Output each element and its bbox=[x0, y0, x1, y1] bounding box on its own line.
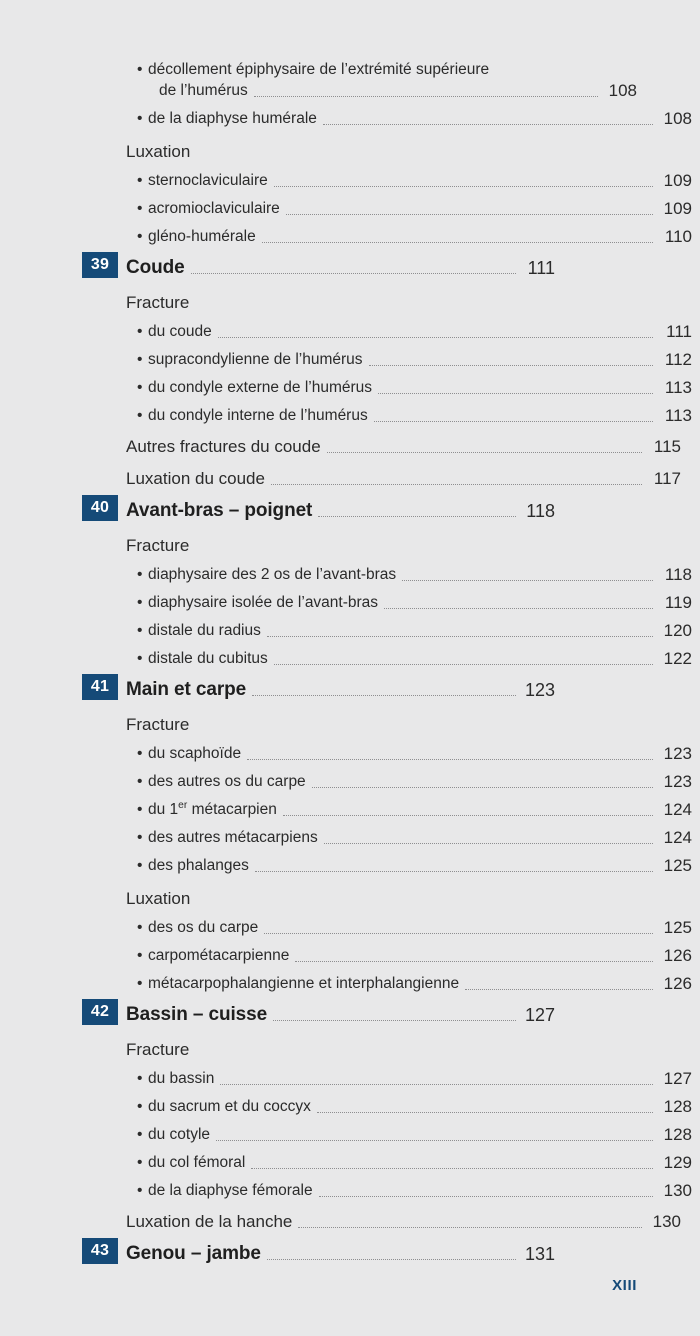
bullet-icon: • bbox=[137, 1098, 143, 1115]
sub-entry[interactable] bbox=[137, 855, 692, 876]
sub-entry[interactable] bbox=[137, 945, 692, 966]
sub-entry-label: • des os du carpe bbox=[137, 919, 259, 936]
dot-leader bbox=[267, 636, 653, 637]
chapter-number-badge: 41 bbox=[82, 674, 118, 700]
chapter-title: Avant-bras – poignet bbox=[126, 500, 313, 521]
dot-leader bbox=[252, 695, 516, 696]
page-number: 112 bbox=[664, 350, 692, 369]
toc-entry-list bbox=[82, 59, 692, 1266]
sub-entry-label: • acromioclaviculaire bbox=[137, 200, 280, 217]
page-number: 128 bbox=[663, 1097, 692, 1116]
page-number: 120 bbox=[663, 621, 692, 640]
page-number: 130 bbox=[663, 1181, 692, 1200]
chapter-page-number: 111 bbox=[527, 258, 555, 278]
page-number: 113 bbox=[664, 378, 692, 397]
page-number: 109 bbox=[663, 171, 692, 190]
sub-entry-label: • des phalanges bbox=[137, 857, 249, 874]
page-number: 128 bbox=[663, 1125, 692, 1144]
bullet-icon: • bbox=[137, 200, 143, 217]
sub-entry[interactable] bbox=[137, 917, 692, 938]
sub-entry[interactable] bbox=[137, 827, 692, 848]
sub-entry-label: • diaphysaire isolée de l’avant-bras bbox=[137, 594, 379, 611]
sub-entry[interactable] bbox=[137, 592, 692, 613]
dot-leader bbox=[262, 242, 653, 243]
section-entry[interactable] bbox=[126, 435, 681, 458]
page-number: 113 bbox=[664, 406, 692, 425]
page-number: 115 bbox=[653, 437, 681, 456]
dot-leader bbox=[378, 393, 653, 394]
sub-entry-text-line1: décollement épiphysaire de l’extrémité supérieure bbox=[148, 61, 490, 78]
dot-leader bbox=[369, 365, 653, 366]
chapter-entry[interactable] bbox=[0, 499, 555, 523]
sub-entry-label: • du coude bbox=[137, 323, 212, 340]
dot-leader bbox=[283, 815, 653, 816]
sub-entry-label: • du bassin bbox=[137, 1070, 215, 1087]
chapter-entry-inner bbox=[126, 1242, 555, 1266]
sub-entry-label: • distale du radius bbox=[137, 622, 261, 639]
bullet-icon: • bbox=[137, 622, 143, 639]
sub-entry[interactable] bbox=[137, 743, 692, 764]
section-subheading: Fracture bbox=[126, 293, 190, 312]
dot-leader bbox=[312, 787, 653, 788]
sub-entry[interactable] bbox=[137, 620, 692, 641]
page-number: 119 bbox=[664, 593, 692, 612]
dot-leader bbox=[267, 1259, 516, 1260]
page-number: 130 bbox=[652, 1212, 681, 1231]
sub-entry[interactable] bbox=[137, 226, 692, 247]
sub-entry-label: • du 1er métacarpien bbox=[137, 799, 277, 818]
sub-entry-label: • des autres métacarpiens bbox=[137, 829, 318, 846]
dot-leader bbox=[247, 759, 653, 760]
sub-entry[interactable] bbox=[137, 198, 692, 219]
chapter-entry[interactable] bbox=[0, 1003, 555, 1027]
page-number: 111 bbox=[666, 322, 692, 341]
sub-entry-label: • du col fémoral bbox=[137, 1154, 246, 1171]
sub-entry[interactable] bbox=[137, 1068, 692, 1089]
sub-entry-label-line1 bbox=[137, 59, 637, 80]
section-entry-label: Autres fractures du coude bbox=[126, 437, 321, 456]
section-subheading: Luxation bbox=[126, 142, 191, 161]
chapter-title: Genou – jambe bbox=[126, 1243, 261, 1264]
sub-entry[interactable] bbox=[137, 648, 692, 669]
sub-entry-label: • du condyle interne de l’humérus bbox=[137, 407, 368, 424]
bullet-icon: • bbox=[137, 323, 143, 340]
bullet-icon: • bbox=[137, 1126, 143, 1143]
chapter-page-number: 127 bbox=[524, 1005, 555, 1025]
bullet-icon: • bbox=[137, 773, 143, 790]
sub-entry-label: • carpométacarpienne bbox=[137, 947, 290, 964]
sub-entry[interactable] bbox=[137, 108, 692, 129]
dot-leader bbox=[319, 1196, 653, 1197]
bullet-icon: • bbox=[137, 919, 143, 936]
sub-entry-label: • diaphysaire des 2 os de l’avant-bras bbox=[137, 566, 397, 583]
chapter-entry-inner bbox=[126, 256, 555, 280]
sub-entry-label: • de la diaphyse fémorale bbox=[137, 1182, 313, 1199]
bullet-icon: • bbox=[137, 566, 143, 583]
sub-entry-label: • des autres os du carpe bbox=[137, 773, 306, 790]
bullet-icon: • bbox=[137, 829, 143, 846]
page-number: 118 bbox=[664, 565, 692, 584]
dot-leader bbox=[286, 214, 653, 215]
bullet-icon: • bbox=[137, 650, 143, 667]
sub-entry[interactable] bbox=[137, 1124, 692, 1145]
chapter-entry[interactable] bbox=[0, 678, 555, 702]
page-number: 109 bbox=[663, 199, 692, 218]
dot-leader bbox=[384, 608, 653, 609]
dot-leader bbox=[274, 664, 653, 665]
chapter-page-number: 118 bbox=[526, 501, 555, 521]
chapter-entry[interactable] bbox=[0, 1242, 555, 1266]
chapter-number-badge: 40 bbox=[82, 495, 118, 521]
bullet-icon: • bbox=[137, 745, 143, 762]
page-number: 125 bbox=[663, 856, 692, 875]
page-number: 122 bbox=[663, 649, 692, 668]
page-folio: XIII bbox=[612, 1277, 637, 1294]
bullet-icon: • bbox=[137, 351, 143, 368]
dot-leader bbox=[264, 933, 653, 934]
chapter-page-number: 123 bbox=[524, 680, 555, 700]
bullet-icon: • bbox=[137, 594, 143, 611]
section-entry[interactable] bbox=[126, 467, 681, 490]
section-subheading: Luxation bbox=[126, 889, 191, 908]
page-number: 110 bbox=[664, 227, 692, 246]
page-number: 125 bbox=[663, 918, 692, 937]
section-entry-label: Luxation de la hanche bbox=[126, 1212, 293, 1231]
sub-entry-label: • gléno-humérale bbox=[137, 228, 256, 245]
page-number: 126 bbox=[663, 974, 692, 993]
section-entry[interactable] bbox=[126, 1210, 681, 1233]
sub-entry-label: • du cotyle bbox=[137, 1126, 211, 1143]
sub-entry-label: • sternoclaviculaire bbox=[137, 172, 268, 189]
sub-entry-label: • de la diaphyse humérale bbox=[137, 110, 317, 127]
bullet-icon: • bbox=[137, 801, 143, 818]
page-number: 124 bbox=[663, 828, 692, 847]
sub-entry-label: • du scaphoïde bbox=[137, 745, 242, 762]
sub-entry[interactable] bbox=[137, 349, 692, 370]
page-number: 129 bbox=[663, 1153, 692, 1172]
bullet-icon: • bbox=[137, 1070, 143, 1087]
sub-entry-label-line2 bbox=[137, 80, 637, 101]
bullet-icon: • bbox=[137, 228, 143, 245]
section-subheading: Fracture bbox=[126, 1040, 190, 1059]
bullet-icon: • bbox=[137, 110, 143, 127]
chapter-page-number: 131 bbox=[524, 1244, 555, 1264]
chapter-number-badge: 42 bbox=[82, 999, 118, 1025]
bullet-icon: • bbox=[137, 1182, 143, 1199]
sub-entry-text-line2: de l’humérus bbox=[159, 82, 248, 99]
page-number: 108 bbox=[663, 109, 692, 128]
section-subheading: Fracture bbox=[126, 536, 190, 555]
dot-leader bbox=[298, 1227, 642, 1228]
page-number: 123 bbox=[663, 772, 692, 791]
sub-entry-label: • du condyle externe de l’humérus bbox=[137, 379, 373, 396]
dot-leader bbox=[273, 1020, 516, 1021]
sub-entry[interactable] bbox=[137, 170, 692, 191]
chapter-title: Main et carpe bbox=[126, 679, 247, 700]
section-entry-label: Luxation du coude bbox=[126, 469, 265, 488]
sub-entry-label: • supracondylienne de l’humérus bbox=[137, 351, 363, 368]
sub-entry[interactable] bbox=[137, 1152, 692, 1173]
dot-leader bbox=[216, 1140, 653, 1141]
chapter-title: Coude bbox=[126, 257, 185, 278]
bullet-icon: • bbox=[137, 947, 143, 964]
page-number: 124 bbox=[663, 800, 692, 819]
bullet-icon: • bbox=[137, 172, 143, 189]
dot-leader bbox=[191, 273, 516, 274]
sub-entry[interactable] bbox=[137, 1180, 692, 1201]
sub-entry-label: • du sacrum et du coccyx bbox=[137, 1098, 311, 1115]
sub-entry[interactable] bbox=[137, 1096, 692, 1117]
dot-leader bbox=[218, 337, 653, 338]
chapter-title: Bassin – cuisse bbox=[126, 1004, 268, 1025]
dot-leader bbox=[295, 961, 653, 962]
dot-leader bbox=[255, 871, 653, 872]
dot-leader bbox=[374, 421, 653, 422]
chapter-entry-inner bbox=[126, 499, 555, 523]
page-number: 117 bbox=[653, 469, 681, 488]
dot-leader bbox=[318, 516, 516, 517]
bullet-icon: • bbox=[137, 1154, 143, 1171]
dot-leader bbox=[317, 1112, 653, 1113]
ordinal-suffix: er bbox=[178, 799, 188, 811]
sub-entry[interactable] bbox=[137, 321, 692, 342]
sub-entry-label: • métacarpophalangienne et interphalangienne bbox=[137, 975, 460, 992]
sub-entry[interactable] bbox=[137, 405, 692, 426]
sub-entry[interactable] bbox=[137, 771, 692, 792]
dot-leader bbox=[220, 1084, 653, 1085]
chapter-number-badge: 43 bbox=[82, 1238, 118, 1264]
sub-entry[interactable] bbox=[137, 377, 692, 398]
section-subheading: Fracture bbox=[126, 715, 190, 734]
dot-leader bbox=[323, 124, 653, 125]
bullet-icon: • bbox=[137, 61, 143, 78]
bullet-icon: • bbox=[137, 975, 143, 992]
chapter-entry[interactable] bbox=[0, 256, 555, 280]
dot-leader bbox=[254, 96, 598, 97]
bullet-icon: • bbox=[137, 379, 143, 396]
sub-entry[interactable] bbox=[137, 59, 637, 101]
sub-entry[interactable] bbox=[137, 564, 692, 585]
chapter-entry-inner bbox=[126, 678, 555, 702]
dot-leader bbox=[465, 989, 653, 990]
sub-entry[interactable] bbox=[137, 973, 692, 994]
sub-entry[interactable] bbox=[137, 799, 692, 820]
dot-leader bbox=[324, 843, 653, 844]
bullet-icon: • bbox=[137, 857, 143, 874]
dot-leader bbox=[251, 1168, 653, 1169]
page-number: 123 bbox=[663, 744, 692, 763]
dot-leader bbox=[274, 186, 653, 187]
dot-leader bbox=[271, 484, 642, 485]
dot-leader bbox=[327, 452, 642, 453]
bullet-icon: • bbox=[137, 407, 143, 424]
page-number: 127 bbox=[663, 1069, 692, 1088]
dot-leader bbox=[402, 580, 653, 581]
chapter-entry-inner bbox=[126, 1003, 555, 1027]
chapter-number-badge: 39 bbox=[82, 252, 118, 278]
sub-entry-label: • distale du cubitus bbox=[137, 650, 268, 667]
page-number: 126 bbox=[663, 946, 692, 965]
page-number: 108 bbox=[608, 81, 637, 100]
